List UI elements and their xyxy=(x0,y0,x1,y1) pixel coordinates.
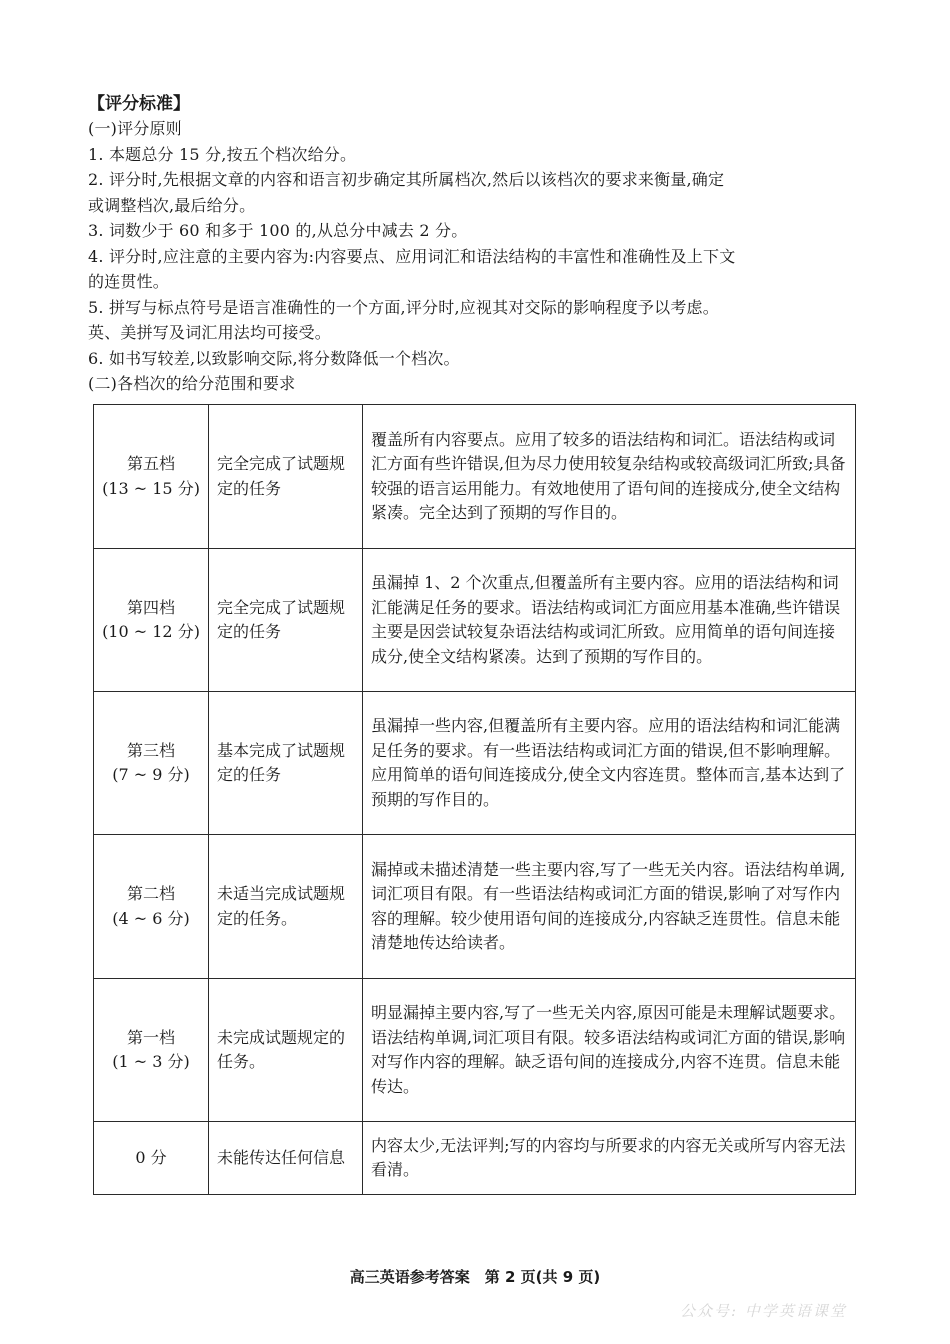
table-row xyxy=(94,405,856,549)
grade-cell xyxy=(94,549,209,692)
grade-table xyxy=(93,404,856,1195)
task-cell: 未能传达任何信息 xyxy=(209,1122,363,1195)
table-row xyxy=(94,1122,856,1195)
subheading-principles: (一)评分原则 xyxy=(88,119,182,138)
grade-label: 第四档 xyxy=(126,597,175,617)
rule-2-line-1: 2. 评分时,先根据文章的内容和语言初步确定其所属档次,然后以该档次的要求来衡量,确定 xyxy=(88,170,725,189)
grade-label: 第二档 xyxy=(126,884,175,903)
task-cell: 基本完成了试题规定的任务 xyxy=(209,692,363,835)
grade-cell xyxy=(94,405,209,549)
grade-range: (13 ~ 15 分) xyxy=(102,478,200,498)
table-row xyxy=(94,549,856,692)
rule-1: 1. 本题总分 15 分,按五个档次给分。 xyxy=(88,144,357,164)
grade-label: 0 分 xyxy=(135,1147,167,1167)
task-cell: 完全完成了试题规定的任务 xyxy=(209,405,363,549)
description-cell: 虽漏掉一些内容,但覆盖所有主要内容。应用的语法结构和词汇能满足任务的要求。有一些语法结构或词汇方面的错误,但不影响理解。应用简单的语句间连接成分,使全文内容连贯。整体而言,基本达到了预期的写作目的。 xyxy=(363,692,856,835)
page-footer: 高三英语参考答案 第 2 页(共 9 页) xyxy=(349,1268,601,1286)
description-cell: 漏掉或未描述清楚一些主要内容,写了一些无关内容。语法结构单调,词汇项目有限。有一些语法结构或词汇方面的错误,影响了对写作内容的理解。较少使用语句间的连接成分,内容缺乏连贯性。信息未能清楚地传达给读者。 xyxy=(363,835,856,979)
description-cell: 内容太少,无法评判;写的内容均与所要求的内容无关或所写内容无法看清。 xyxy=(363,1122,856,1195)
grade-label: 第一档 xyxy=(126,1027,175,1047)
rule-5-line-1: 5. 拼写与标点符号是语言准确性的一个方面,评分时,应视其对交际的影响程度予以考虑。 xyxy=(88,297,719,317)
subheading-grade-ranges: (二)各档次的给分范围和要求 xyxy=(88,374,296,393)
rule-4-line-2: 的连贯性。 xyxy=(88,272,170,291)
table-row xyxy=(94,835,856,979)
task-cell: 未完成试题规定的任务。 xyxy=(209,979,363,1122)
table-row xyxy=(94,979,856,1122)
description-cell: 虽漏掉 1、2 个次重点,但覆盖所有主要内容。应用的语法结构和词汇能满足任务的要求。语法结构或词汇方面应用基本准确,些许错误主要是因尝试较复杂语法结构或词汇所致。应用简单的语句间连接成分,使全文结构紧凑。达到了预期的写作目的。 xyxy=(363,549,856,692)
grade-cell xyxy=(94,979,209,1122)
description-cell: 明显漏掉主要内容,写了一些无关内容,原因可能是未理解试题要求。语法结构单调,词汇项目有限。较多语法结构或词汇方面的错误,影响对写作内容的理解。缺乏语句间的连接成分,内容不连贯。信息未能传达。 xyxy=(363,979,856,1122)
grade-label: 第五档 xyxy=(126,454,175,473)
section-heading: 【评分标准】 xyxy=(88,94,190,114)
grade-range: (1 ~ 3 分) xyxy=(112,1052,190,1071)
grade-cell xyxy=(94,692,209,835)
task-cell: 完全完成了试题规定的任务 xyxy=(209,549,363,692)
grade-label: 第三档 xyxy=(126,740,175,760)
grade-cell xyxy=(94,1122,209,1195)
scoring-criteria-section xyxy=(88,92,868,397)
rule-3: 3. 词数少于 60 和多于 100 的,从总分中减去 2 分。 xyxy=(88,221,468,240)
description-cell: 覆盖所有内容要点。应用了较多的语法结构和词汇。语法结构或词汇方面有些许错误,但为尽力使用较复杂结构或较高级词汇所致;具备较强的语言运用能力。有效地使用了语句间的连接成分,使全文结构紧凑。完全达到了预期的写作目的。 xyxy=(363,405,856,549)
rule-4-line-1: 4. 评分时,应注意的主要内容为:内容要点、应用词汇和语法结构的丰富性和准确性及上下文 xyxy=(88,246,736,266)
grade-range: (10 ~ 12 分) xyxy=(102,622,200,641)
rule-6: 6. 如书写较差,以致影响交际,将分数降低一个档次。 xyxy=(88,348,460,368)
grade-cell xyxy=(94,835,209,979)
watermark: 公众号: 中学英语课堂 xyxy=(680,1302,847,1320)
grade-range: (7 ~ 9 分) xyxy=(112,765,190,784)
table-row xyxy=(94,692,856,835)
grade-range: (4 ~ 6 分) xyxy=(112,908,190,928)
rule-2-line-2: 或调整档次,最后给分。 xyxy=(88,195,256,215)
rule-5-line-2: 英、美拼写及词汇用法均可接受。 xyxy=(88,323,332,342)
task-cell: 未适当完成试题规定的任务。 xyxy=(209,835,363,979)
